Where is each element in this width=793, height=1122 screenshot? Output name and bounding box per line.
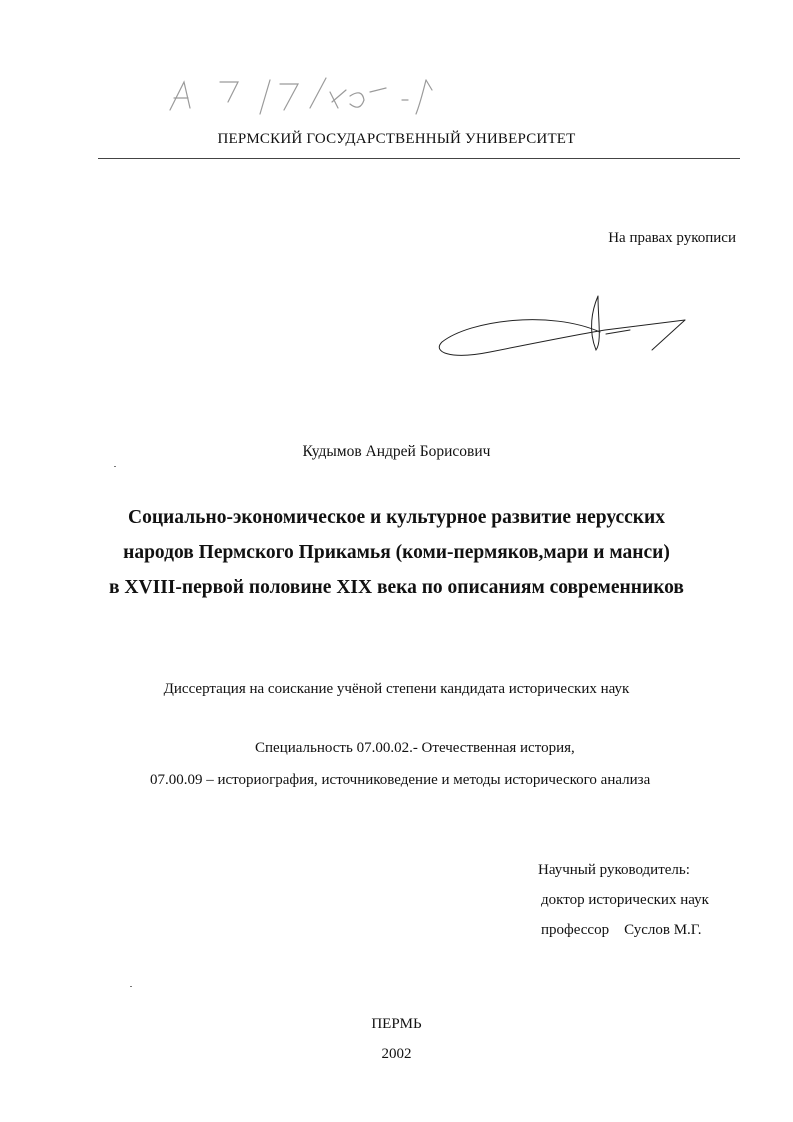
author-signature [430, 290, 700, 370]
specialty-line-1: Специальность 07.00.02.- Отечественная история, [255, 740, 575, 756]
specialty-line-2: 07.00.09 – историография, источниковедение и методы исторического анализа [150, 772, 651, 788]
title-line: в XVIII-первой половине XIX века по описаниям современников [109, 577, 684, 598]
scan-speck [130, 986, 132, 987]
year: 2002 [381, 1046, 412, 1062]
city: ПЕРМЬ [371, 1016, 422, 1032]
supervisor-degree: доктор исторических наук [541, 892, 709, 908]
title-line: Социально-экономическое и культурное развитие нерусских [127, 507, 666, 528]
scan-speck [114, 466, 116, 467]
university-name: ПЕРМСКИЙ ГОСУДАРСТВЕННЫЙ УНИВЕРСИТЕТ [217, 131, 576, 147]
handwritten-archive-mark [150, 70, 480, 120]
supervisor-name: профессор Суслов М.Г. [541, 922, 702, 938]
header-divider [98, 158, 740, 159]
rights-notice: На правах рукописи [608, 230, 736, 246]
supervisor-role: Научный руководитель: [538, 862, 690, 878]
author-name: Кудымов Андрей Борисович [302, 443, 491, 460]
title-line: народов Пермского Прикамья (коми-пермяков,мари и манси) [123, 542, 670, 563]
dissertation-degree: Диссертация на соискание учёной степени кандидата исторических наук [163, 681, 630, 697]
dissertation-title [0, 500, 793, 605]
